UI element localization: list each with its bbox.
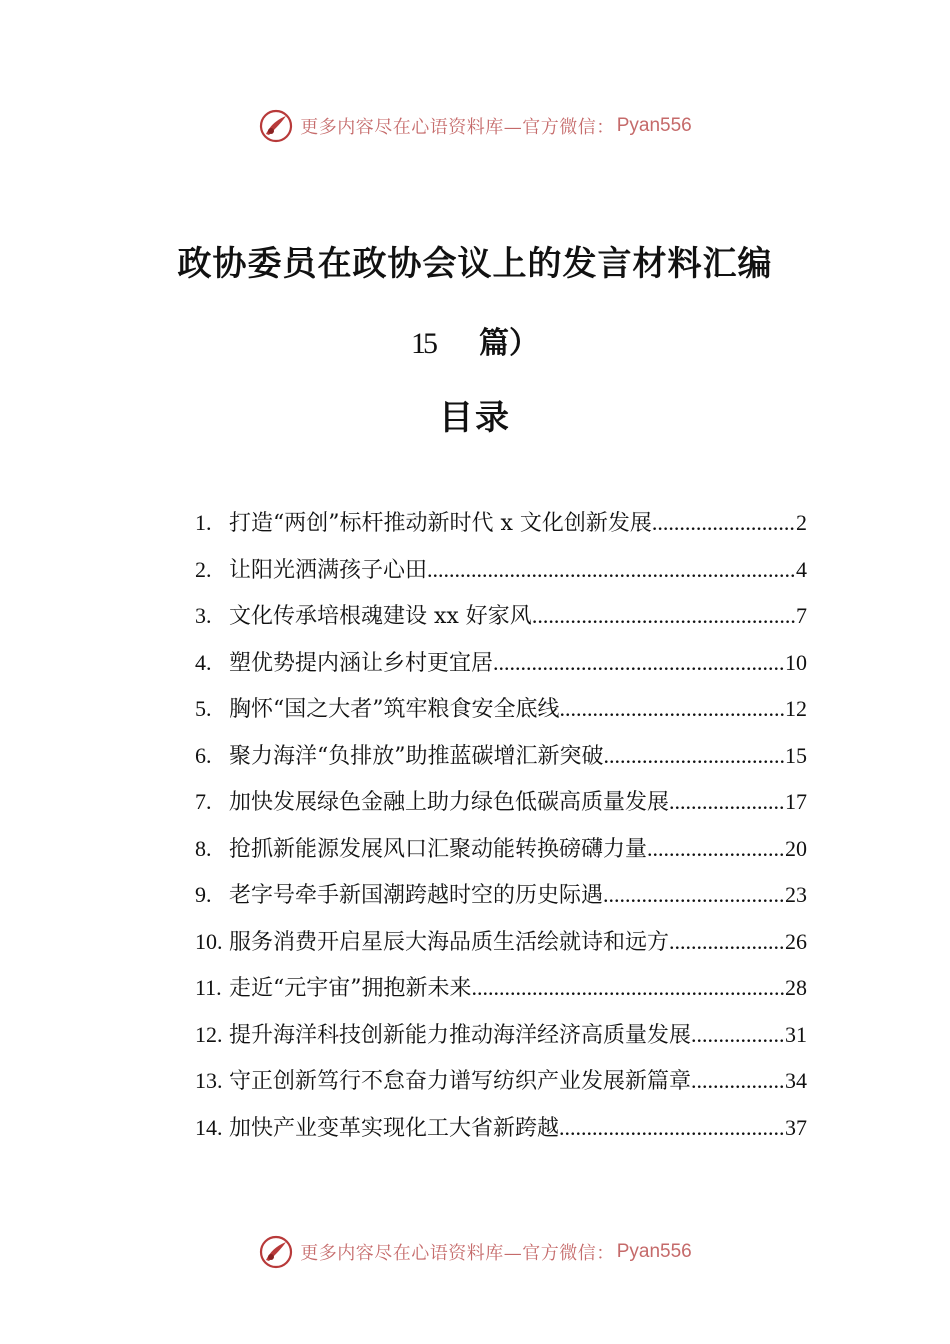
toc-entry[interactable] <box>195 968 807 1015</box>
toc-entry-page: 26 <box>785 928 807 954</box>
document-title: 政协委员在政协会议上的发言材料汇编 <box>177 244 773 284</box>
toc-entry-page: 7 <box>796 603 807 628</box>
toc-entry-title: 加快产业变革实现化工大省新跨越 <box>229 1115 560 1141</box>
toc-entry-title: 老字号牵手新国潮跨越时空的历史际遇 <box>229 883 604 908</box>
toc-entry[interactable] <box>195 643 807 690</box>
toc-dot-leader <box>691 1015 785 1055</box>
toc-entry-number: 5. <box>195 696 212 721</box>
toc-entry-title: 走近“元宇宙”拥抱新未来 <box>229 976 472 1001</box>
toc-entry-page: 4 <box>796 556 807 582</box>
toc-dot-leader <box>472 968 786 1008</box>
toc-dot-leader <box>603 875 785 915</box>
toc-entry-page: 2 <box>796 510 807 535</box>
toc-entry-title: 塑优势提内涵让乡村更宜居 <box>229 650 494 676</box>
toc-entry-title: 加快发展绿色金融上助力绿色低碳高质量发展 <box>229 790 670 815</box>
toc-dot-leader <box>559 1108 785 1148</box>
toc-entry-number: 4. <box>195 649 212 675</box>
toc-entry[interactable] <box>195 829 807 876</box>
toc-entry[interactable] <box>195 922 807 969</box>
toc-entry-title: 抢抓新能源发展风口汇聚动能转换磅礴力量 <box>229 836 648 862</box>
table-of-contents <box>195 503 807 1154</box>
toc-dot-leader <box>604 736 786 776</box>
toc-entry-number: 9. <box>195 882 212 907</box>
toc-entry-page: 34 <box>785 1068 807 1093</box>
toc-entry-number: 11. <box>195 975 222 1000</box>
header-watermark <box>0 106 950 146</box>
toc-entry-number: 12. <box>195 1021 223 1047</box>
toc-entry[interactable] <box>195 596 807 643</box>
toc-entry-title: 守正创新笃行不怠奋力谱写纺织产业发展新篇章 <box>229 1069 692 1094</box>
watermark-text: 更多内容尽在心语资料库—官方微信： <box>300 117 615 138</box>
toc-entry-number: 6. <box>195 742 212 768</box>
toc-entry-title: 服务消费开启星辰大海品质生活绘就诗和远方 <box>229 929 670 955</box>
toc-entry[interactable] <box>195 736 807 783</box>
toc-dot-leader <box>647 829 785 869</box>
toc-entry[interactable] <box>195 503 807 550</box>
toc-entry[interactable] <box>195 550 807 597</box>
toc-entry-title: 胸怀“国之大者”筑牢粮食安全底线 <box>229 697 560 722</box>
toc-entry[interactable] <box>195 1015 807 1062</box>
toc-entry[interactable] <box>195 875 807 922</box>
toc-entry-number: 3. <box>195 603 212 628</box>
toc-entry-page: 15 <box>785 742 807 768</box>
toc-dot-leader <box>532 596 796 636</box>
toc-entry[interactable] <box>195 1061 807 1108</box>
watermark-wechat-id: Pyan556 <box>616 115 692 136</box>
toc-entry[interactable] <box>195 689 807 736</box>
toc-entry-number: 2. <box>195 556 212 582</box>
toc-entry-title: 文化传承培根魂建设 xx 好家风 <box>229 604 532 629</box>
article-count-suffix: 篇） <box>479 326 539 361</box>
brush-logo-icon <box>258 108 294 144</box>
toc-entry-number: 14. <box>195 1114 223 1140</box>
brush-logo-icon <box>258 1234 294 1270</box>
toc-entry-number: 1. <box>195 510 212 535</box>
document-subtitle <box>0 318 950 362</box>
toc-entry[interactable] <box>195 1108 807 1155</box>
toc-entry-page: 20 <box>785 835 807 861</box>
toc-entry-page: 23 <box>785 882 807 907</box>
toc-dot-leader <box>669 922 785 962</box>
watermark-wechat-id: Pyan556 <box>616 1241 692 1262</box>
toc-dot-leader <box>652 503 796 543</box>
toc-entry-page: 37 <box>785 1114 807 1140</box>
footer-watermark <box>0 1232 950 1272</box>
toc-entry-page: 10 <box>785 649 807 675</box>
toc-dot-leader <box>560 689 786 729</box>
toc-entry-number: 13. <box>195 1068 223 1093</box>
toc-entry-number: 10. <box>195 928 223 954</box>
toc-entry-number: 8. <box>195 835 212 861</box>
toc-dot-leader <box>691 1061 785 1101</box>
watermark-text: 更多内容尽在心语资料库—官方微信： <box>300 1243 615 1264</box>
toc-entry[interactable] <box>195 782 807 829</box>
toc-entry-page: 28 <box>785 975 807 1000</box>
article-count: 15 <box>411 327 435 360</box>
toc-heading: 目录 <box>439 398 511 438</box>
toc-entry-number: 7. <box>195 789 212 814</box>
toc-entry-page: 17 <box>785 789 807 814</box>
toc-dot-leader <box>493 643 785 683</box>
toc-entry-title: 聚力海洋“负排放”助推蓝碳增汇新突破 <box>229 743 604 769</box>
toc-entry-title: 打造“两创”标杆推动新时代 x 文化创新发展 <box>229 511 652 536</box>
toc-dot-leader <box>669 782 785 822</box>
toc-entry-title: 让阳光洒满孩子心田 <box>229 557 428 583</box>
toc-entry-page: 12 <box>785 696 807 721</box>
toc-entry-page: 31 <box>785 1021 807 1047</box>
toc-dot-leader <box>427 550 796 590</box>
toc-entry-title: 提升海洋科技创新能力推动海洋经济高质量发展 <box>229 1022 692 1048</box>
